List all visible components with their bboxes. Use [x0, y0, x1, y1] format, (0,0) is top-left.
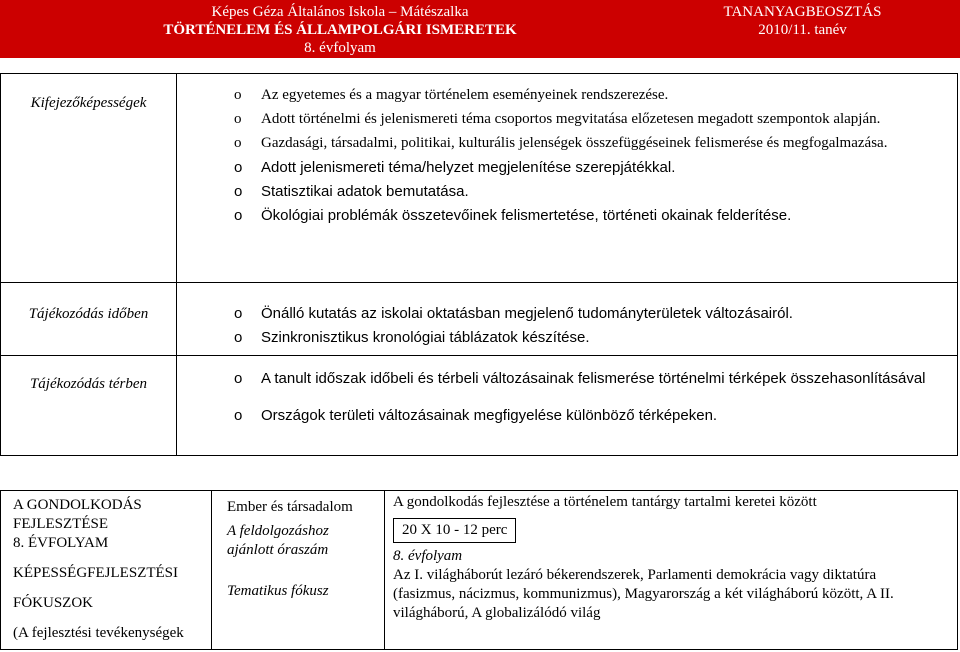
- heading-line: 8. ÉVFOLYAM: [13, 535, 109, 551]
- subject-area: Ember és társadalom: [227, 499, 353, 515]
- focus-content-cell: [385, 491, 958, 650]
- bullet-list: [234, 303, 948, 348]
- row-label-cell: [1, 74, 177, 283]
- list-item: o A tanult időszak időbeli és térbeli változásainak felismerése történelmi térképek összehasonlításával: [234, 370, 926, 387]
- bullet-list: [234, 368, 948, 426]
- header-right: [700, 3, 905, 39]
- list-item: o Adott történelmi és jelenismereti téma csoportos megvitatása előzetesen megadott szempontok alapján.: [234, 111, 881, 127]
- focus-intro: A gondolkodás fejlesztése a történelem tantárgy tartalmi keretei között: [393, 494, 817, 510]
- document-title: TANANYAGBEOSZTÁS: [723, 4, 882, 20]
- competency-table: [0, 73, 958, 456]
- hours-label: ajánlott óraszám: [227, 542, 329, 558]
- subject-title: TÖRTÉNELEM ÉS ÁLLAMPOLGÁRI ISMERETEK: [163, 22, 517, 38]
- row-content-cell: [177, 356, 958, 456]
- row-label: Tájékozódás időben: [28, 306, 149, 322]
- heading-line: KÉPESSÉGFEJLESZTÉSI: [13, 565, 179, 581]
- list-item: o Statisztikai adatok bemutatása.: [234, 183, 469, 200]
- table-row: [1, 74, 958, 283]
- focus-topics: Az I. világháborút lezáró békerendszerek, Parlamenti demokrácia vagy diktatúra (fasizmus, nácizmus, kommunizmus), Magyarország a két világháború között, A II. világháború, A globalizálódó világ: [393, 567, 894, 621]
- row-label: Kifejezőképességek: [30, 95, 147, 111]
- focus-table: [0, 490, 958, 650]
- hours-value: 20 X 10 - 12 perc: [393, 518, 516, 543]
- focus-label: Tematikus fókusz: [227, 583, 329, 599]
- row-label: Tájékozódás térben: [29, 376, 148, 392]
- table-row: [1, 356, 958, 456]
- row-content-cell: [177, 74, 958, 283]
- header-left: [130, 3, 550, 57]
- grade-label: 8. évfolyam: [304, 40, 376, 56]
- list-item: o Országok területi változásainak megfigyelése különböző térképeken.: [234, 407, 718, 424]
- heading-line: FEJLESZTÉSE: [13, 516, 109, 532]
- school-name: Képes Géza Általános Iskola – Mátészalka: [211, 4, 469, 20]
- list-item: o Önálló kutatás az iskolai oktatásban megjelenő tudományterületek változásairól.: [234, 305, 793, 322]
- focus-labels-cell: [212, 491, 385, 650]
- list-item: o Az egyetemes és a magyar történelem eseményeinek rendszerezése.: [234, 87, 669, 103]
- page-header: [0, 0, 960, 58]
- table-row: [1, 283, 958, 356]
- bullet-list: [234, 157, 948, 226]
- list-item: o Gazdasági, társadalmi, politikai, kulturális jelenségek összefüggéseinek felismerése és megfogalmazása.: [234, 135, 888, 151]
- heading-line: FÓKUSZOK: [13, 595, 94, 611]
- list-item: o Ökológiai problémák összetevőinek felismertetése, történeti okainak felderítése.: [234, 207, 792, 224]
- row-content-cell: [177, 283, 958, 356]
- list-item: o Szinkronisztikus kronológiai táblázatok készítése.: [234, 329, 590, 346]
- heading-line: (A fejlesztési tevékenységek: [13, 625, 184, 641]
- table-row: [1, 491, 958, 650]
- list-item: o Adott jelenismereti téma/helyzet megjelenítése szerepjátékkal.: [234, 159, 676, 176]
- focus-heading-cell: [1, 491, 212, 650]
- hours-label: A feldolgozáshoz: [227, 523, 329, 539]
- school-year: 2010/11. tanév: [758, 22, 847, 38]
- row-label-cell: [1, 356, 177, 456]
- grade-label: 8. évfolyam: [393, 548, 463, 564]
- heading-line: A GONDOLKODÁS: [13, 497, 142, 513]
- bullet-list: [234, 85, 948, 154]
- row-label-cell: [1, 283, 177, 356]
